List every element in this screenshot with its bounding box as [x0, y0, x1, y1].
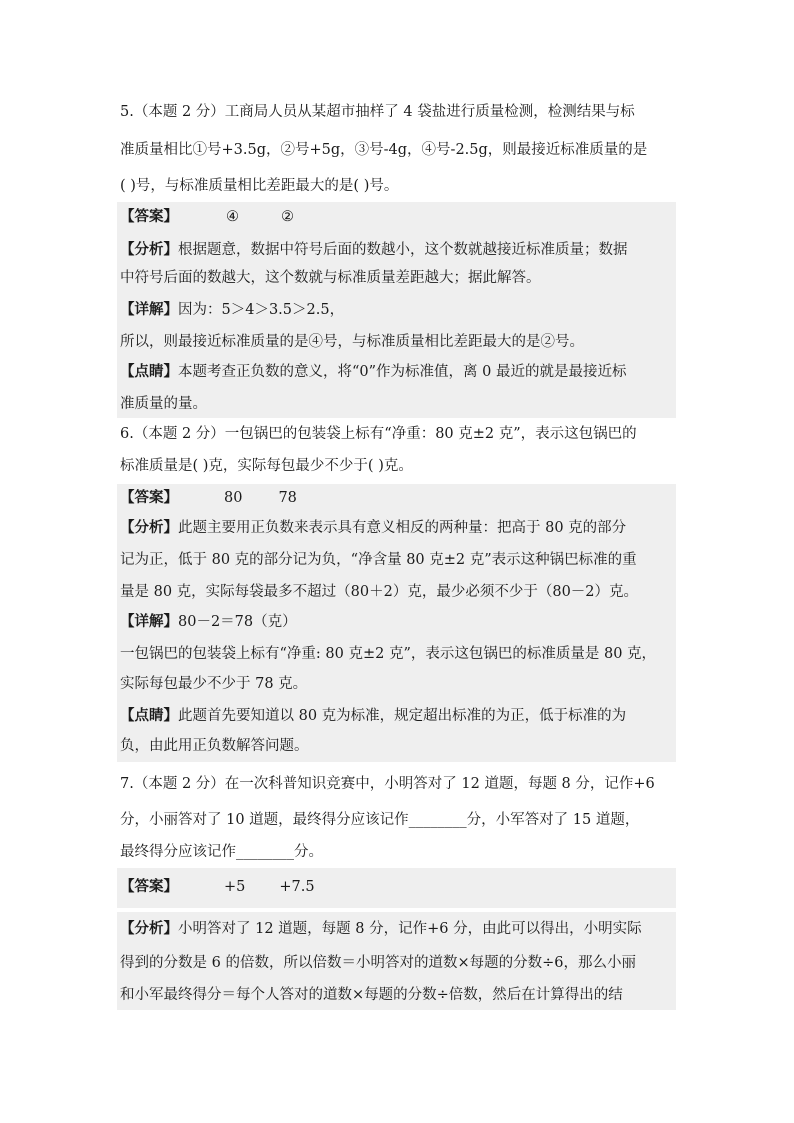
comment-tag: 【点睛】 — [120, 707, 178, 724]
answer-value: ② — [281, 209, 294, 225]
q6-stem-line-2: 标准质量是( )克，实际每包最少不少于( )克。 — [120, 458, 413, 474]
answer-value: 80 — [224, 490, 243, 506]
q5-stem-line-2: 准质量相比①号+3.5g，②号+5g，③号-4g，④号-2.5g，则最接近标准质量的是 — [120, 142, 648, 158]
detail-text: 80－2＝78（克） — [178, 614, 297, 630]
q7-stem-line-2: 分，小丽答对了 10 道题，最终得分应该记作________分，小军答对了 15 道题， — [120, 812, 640, 828]
answer-value: ④ — [226, 209, 239, 225]
q6-detail-line-1 — [120, 612, 297, 632]
answer-tag: 【答案】 — [120, 878, 178, 895]
answer-value: +5 — [224, 879, 246, 895]
q5-stem-line-1: 5.（本题 2 分）工商局人员从某超市抽样了 4 袋盐进行质量检测，检测结果与标 — [120, 104, 635, 120]
detail-tag: 【详解】 — [120, 301, 178, 318]
answer-tag: 【答案】 — [120, 208, 178, 225]
comment-tag: 【点睛】 — [120, 363, 178, 380]
q5-comment-line-1 — [120, 362, 627, 382]
q6-analysis-line-3: 量是 80 克，实际每袋最多不超过（80＋2）克，最少必须不少于（80－2）克。 — [120, 584, 639, 600]
q5-comment-line-2: 准质量的量。 — [120, 396, 207, 412]
q7-answer — [120, 877, 315, 897]
q7-analysis-line-1 — [120, 919, 642, 939]
analysis-tag: 【分析】 — [120, 920, 178, 937]
q7-analysis-line-3: 和小军最终得分＝每个人答对的道数×每题的分数÷倍数，然后在计算得出的结 — [120, 987, 623, 1003]
detail-text: 因为：5＞4＞3.5＞2.5， — [178, 302, 345, 318]
q5-answer — [120, 207, 294, 227]
analysis-text: 小明答对了 12 道题，每题 8 分，记作+6 分，由此可以得出，小明实际 — [178, 921, 642, 937]
q7-stem-line-1: 7.（本题 2 分）在一次科普知识竞赛中，小明答对了 12 道题，每题 8 分，记作+6 — [120, 776, 655, 792]
q6-analysis-line-2: 记为正，低于 80 克的部分记为负，“净含量 80 克±2 克”表示这种锅巴标准的重 — [120, 552, 637, 568]
q5-analysis-line-1 — [120, 240, 628, 260]
answer-tag: 【答案】 — [120, 489, 178, 506]
q6-analysis-line-1 — [120, 518, 626, 538]
analysis-text: 此题主要用正负数来表示具有意义相反的两种量：把高于 80 克的部分 — [178, 520, 627, 536]
detail-tag: 【详解】 — [120, 613, 178, 630]
answer-value: 78 — [278, 490, 297, 506]
q6-detail-line-3: 实际每包最少不少于 78 克。 — [120, 676, 308, 692]
q5-detail-line-2: 所以，则最接近标准质量的是④号，与标准质量相比差距最大的是②号。 — [120, 334, 584, 350]
q6-comment-line-2: 负，由此用正负数解答问题。 — [120, 738, 309, 754]
q6-stem-line-1: 6.（本题 2 分）一包锅巴的包装袋上标有“净重：80 克±2 克”，表示这包锅巴的 — [120, 426, 637, 442]
analysis-tag: 【分析】 — [120, 519, 178, 536]
q6-answer — [120, 488, 297, 508]
answer-value: +7.5 — [279, 879, 315, 895]
analysis-tag: 【分析】 — [120, 241, 178, 258]
q6-detail-line-2: 一包锅巴的包装袋上标有“净重: 80 克±2 克”，表示这包锅巴的标准质量是 80 克， — [120, 646, 657, 662]
q7-stem-line-3: 最终得分应该记作________分。 — [120, 844, 323, 860]
q5-detail-line-1 — [120, 300, 344, 320]
q6-comment-line-1 — [120, 706, 626, 726]
comment-text: 此题首先要知道以 80 克为标准，规定超出标准的为正，低于标准的为 — [178, 708, 627, 724]
q5-stem-line-3: ( )号，与标准质量相比差距最大的是( )号。 — [120, 178, 399, 194]
q5-analysis-line-2: 中符号后面的数越大，这个数就与标准质量差距越大；据此解答。 — [120, 270, 541, 286]
analysis-text: 根据题意，数据中符号后面的数越小，这个数就越接近标准质量；数据 — [178, 242, 628, 258]
comment-text: 本题考查正负数的意义，将“0”作为标准值，离 0 最近的就是最接近标 — [178, 364, 627, 380]
q7-analysis-line-2: 得到的分数是 6 的倍数，所以倍数＝小明答对的道数×每题的分数÷6，那么小丽 — [120, 955, 636, 971]
